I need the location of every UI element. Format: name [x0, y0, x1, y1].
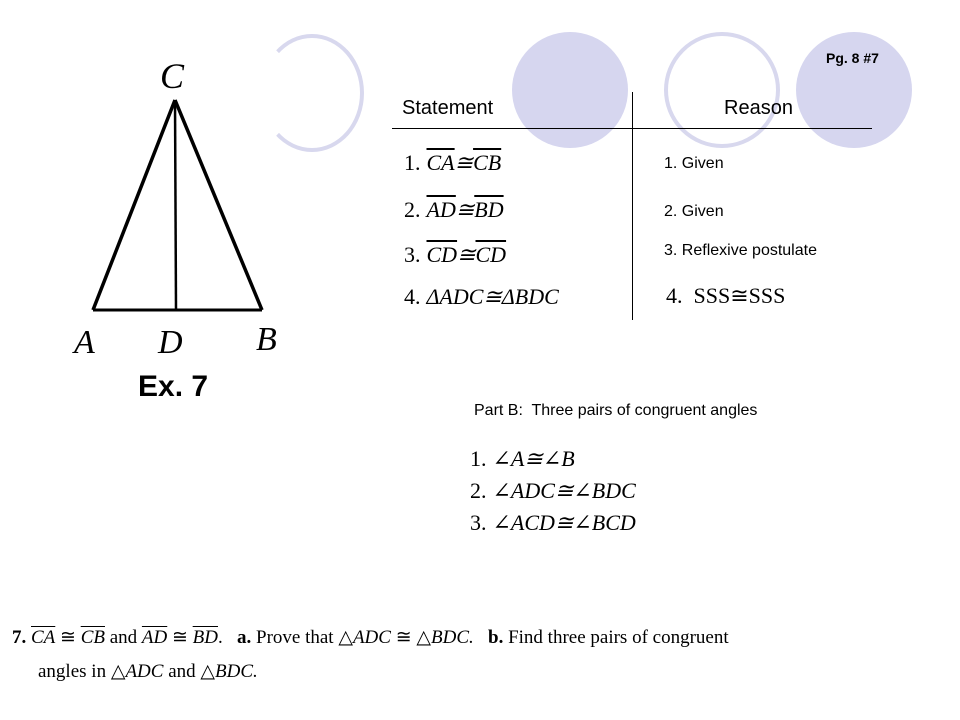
- reason-header: Reason: [724, 97, 793, 119]
- line2-and: and: [168, 661, 196, 682]
- vertex-label-a: A: [74, 324, 95, 360]
- line2-triangle-1: △ADC: [110, 661, 164, 682]
- problem-line-1: 7. $\overline{CA}$ ≅ $\overline{CB}$ and $\overline{AD}$ ≅ $\overline{BD}$. a. Prove that △ADC ≅ △BDC. b. Find three pairs of congruent: [12, 627, 729, 648]
- statement-row-4: [404, 284, 559, 310]
- statement-num: 3.: [404, 242, 421, 267]
- congruent-symbol: ≅: [554, 510, 574, 535]
- triangle-figure: [60, 50, 310, 360]
- angle-left: ∠A: [492, 446, 525, 471]
- angle-right: ∠B: [542, 446, 575, 471]
- decorative-ring-2: [664, 32, 780, 148]
- and-word: and: [109, 627, 138, 648]
- statement-row-2: [404, 197, 504, 223]
- problem-line-2: [38, 660, 258, 683]
- segment-cb: $\overline{CB}$: [80, 627, 105, 648]
- figure-caption: Ex. 7: [138, 370, 209, 403]
- segment-cd: [175, 100, 176, 310]
- statement-num: 4.: [404, 284, 421, 309]
- part-b-title: Part B: Three pairs of congruent angles: [474, 402, 758, 419]
- congruent-symbol: ≅: [455, 197, 475, 222]
- page-reference: Pg. 8 #7: [826, 50, 879, 66]
- statement-row-1: [404, 150, 501, 176]
- part-a-triangle-2: △BDC.: [416, 627, 474, 648]
- part-a-triangle-1: △ADC: [338, 627, 391, 648]
- angle-pair-1: [470, 446, 575, 472]
- part-b-label: b.: [488, 627, 504, 648]
- statement-num: 1.: [404, 150, 421, 175]
- line2-text: angles in: [38, 661, 107, 682]
- vertex-label-d: D: [158, 324, 183, 360]
- triangle-right: ΔBDC: [501, 284, 559, 309]
- vertex-label-b: B: [256, 321, 277, 358]
- angle-left: ∠ACD: [492, 510, 555, 535]
- statement-num: 2.: [404, 197, 421, 222]
- angle-num: 3.: [470, 510, 487, 535]
- angle-pair-2: [470, 478, 636, 504]
- part-a-label: a.: [237, 627, 252, 648]
- line2-triangle-2: △BDC.: [200, 661, 258, 682]
- angle-num: 2.: [470, 478, 487, 503]
- segment-right: $\overline{BD}$: [474, 197, 504, 222]
- side-cb: [175, 100, 262, 310]
- congruent-symbol: ≅: [554, 478, 574, 503]
- congruent-symbol: ≅: [457, 242, 476, 267]
- angle-right: ∠BDC: [573, 478, 636, 503]
- problem-number: 7.: [12, 627, 27, 648]
- vertex-label-c: C: [160, 56, 185, 96]
- part-a-text: Prove that: [256, 627, 334, 648]
- reason-row-2: 2. Given: [664, 203, 724, 220]
- statement-row-3: [404, 242, 506, 268]
- congruent-symbol: ≅: [524, 446, 543, 471]
- triangle-left: ΔADC: [426, 284, 484, 309]
- decorative-circle-1: [512, 32, 628, 148]
- side-ca: [93, 100, 175, 310]
- angle-left: ∠ADC: [492, 478, 555, 503]
- congruent-symbol: ≅: [454, 150, 474, 175]
- reason-row-1: 1. Given: [664, 155, 724, 172]
- segment-left: $\overline{CA}$: [426, 150, 455, 175]
- statement-header: Statement: [402, 97, 494, 119]
- angle-num: 1.: [470, 446, 487, 471]
- segment-right: $\overline{CD}$: [475, 242, 507, 267]
- segment-ad: $\overline{AD}$: [141, 627, 168, 648]
- congruent-symbol: ≅: [483, 284, 502, 309]
- segment-right: $\overline{CB}$: [473, 150, 502, 175]
- angle-pair-3: [470, 510, 636, 536]
- segment-ca: $\overline{CA}$: [31, 627, 56, 648]
- segment-bd: $\overline{BD}$: [192, 627, 218, 648]
- part-b-text: Find three pairs of congruent: [508, 627, 729, 648]
- segment-left: $\overline{AD}$: [426, 197, 456, 222]
- angle-right: ∠BCD: [573, 510, 636, 535]
- segment-left: $\overline{CD}$: [426, 242, 458, 267]
- reason-row-4: 4. SSS≅SSS: [666, 283, 786, 308]
- table-vertical-rule: [632, 92, 633, 320]
- reason-row-3: 3. Reflexive postulate: [664, 242, 817, 259]
